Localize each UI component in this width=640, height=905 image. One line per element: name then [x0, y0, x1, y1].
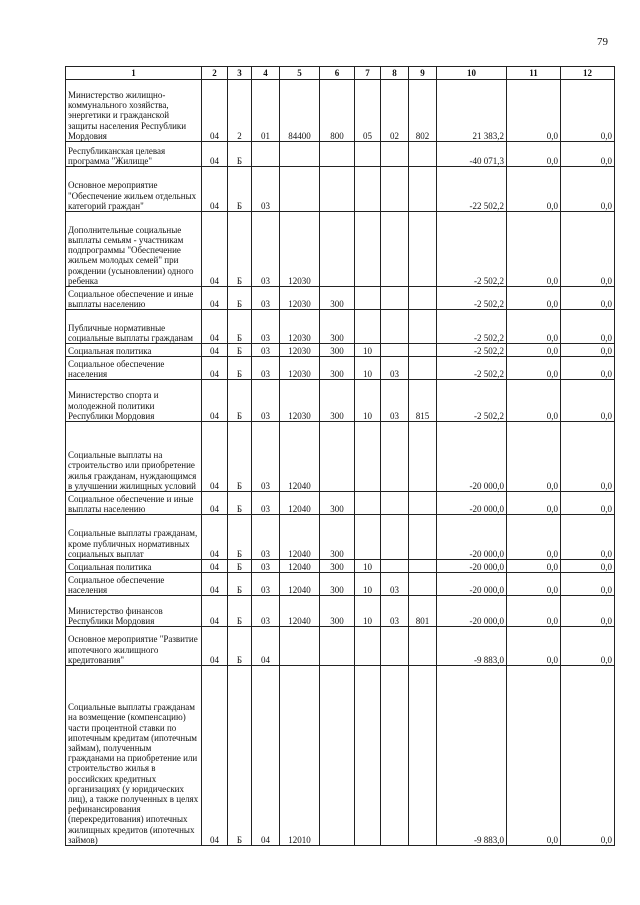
- expense-type-cell: 300: [320, 357, 355, 380]
- chapter-cell: [355, 310, 381, 344]
- subprogram-cell: 04: [252, 666, 280, 846]
- expense-type-cell: 300: [320, 596, 355, 627]
- section-cell: 04: [202, 80, 228, 142]
- amount-col11-cell: 0,0: [507, 492, 561, 515]
- subchapter-cell: 03: [381, 573, 409, 596]
- target-cell: 12030: [280, 344, 320, 357]
- ministry-code-cell: 802: [409, 80, 437, 142]
- amount-col12-cell: 0,0: [561, 666, 615, 846]
- subprogram-cell: [252, 142, 280, 167]
- header-row: [66, 67, 615, 80]
- chapter-cell: [355, 515, 381, 560]
- table-row: [66, 515, 615, 560]
- section-cell: 04: [202, 492, 228, 515]
- subchapter-cell: [381, 310, 409, 344]
- expense-type-cell: [320, 167, 355, 212]
- target-cell: [280, 627, 320, 666]
- column-header: 1: [66, 67, 202, 80]
- section-cell: 04: [202, 596, 228, 627]
- chapter-cell: [355, 666, 381, 846]
- table-row: [66, 167, 615, 212]
- section-cell: 04: [202, 627, 228, 666]
- amount-cell: -9 883,0: [437, 666, 507, 846]
- subprogram-cell: 03: [252, 380, 280, 422]
- program-cell: Б: [228, 310, 252, 344]
- subprogram-cell: 03: [252, 357, 280, 380]
- program-cell: Б: [228, 357, 252, 380]
- row-name-cell: Социальное обеспечение и иные выплаты населению: [66, 492, 202, 515]
- program-cell: Б: [228, 515, 252, 560]
- expense-type-cell: 300: [320, 560, 355, 573]
- ministry-code-cell: [409, 167, 437, 212]
- chapter-cell: [355, 492, 381, 515]
- section-cell: 04: [202, 167, 228, 212]
- expense-type-cell: [320, 212, 355, 287]
- program-cell: Б: [228, 422, 252, 492]
- expense-type-cell: 800: [320, 80, 355, 142]
- amount-col12-cell: 0,0: [561, 287, 615, 310]
- amount-col12-cell: 0,0: [561, 310, 615, 344]
- row-name-cell: Социальная политика: [66, 560, 202, 573]
- target-cell: 12040: [280, 573, 320, 596]
- chapter-cell: [355, 212, 381, 287]
- amount-col12-cell: 0,0: [561, 515, 615, 560]
- subprogram-cell: 03: [252, 492, 280, 515]
- target-cell: 12030: [280, 287, 320, 310]
- subprogram-cell: 03: [252, 212, 280, 287]
- row-name-cell: Социальная политика: [66, 344, 202, 357]
- section-cell: 04: [202, 666, 228, 846]
- column-header: 4: [252, 67, 280, 80]
- amount-col11-cell: 0,0: [507, 344, 561, 357]
- target-cell: 84400: [280, 80, 320, 142]
- amount-col11-cell: 0,0: [507, 287, 561, 310]
- target-cell: 12040: [280, 492, 320, 515]
- subchapter-cell: 03: [381, 380, 409, 422]
- subprogram-cell: 03: [252, 596, 280, 627]
- ministry-code-cell: [409, 515, 437, 560]
- subchapter-cell: [381, 666, 409, 846]
- chapter-cell: [355, 287, 381, 310]
- amount-cell: 21 383,2: [437, 80, 507, 142]
- row-name-cell: Социальные выплаты на строительство или приобретение жилья гражданам, нуждающимся в улучшении жилищных условий: [66, 422, 202, 492]
- chapter-cell: 10: [355, 573, 381, 596]
- chapter-cell: [355, 627, 381, 666]
- subprogram-cell: 03: [252, 167, 280, 212]
- target-cell: 12040: [280, 596, 320, 627]
- target-cell: 12040: [280, 422, 320, 492]
- target-cell: [280, 167, 320, 212]
- table-row: [66, 492, 615, 515]
- row-name-cell: Основное мероприятие "Развитие ипотечного жилищного кредитования": [66, 627, 202, 666]
- ministry-code-cell: [409, 142, 437, 167]
- ministry-code-cell: [409, 287, 437, 310]
- subchapter-cell: [381, 422, 409, 492]
- amount-cell: -2 502,2: [437, 344, 507, 357]
- ministry-code-cell: [409, 573, 437, 596]
- table-row: [66, 422, 615, 492]
- amount-col12-cell: 0,0: [561, 142, 615, 167]
- amount-col11-cell: 0,0: [507, 515, 561, 560]
- subchapter-cell: [381, 287, 409, 310]
- table-row: [66, 142, 615, 167]
- row-name-cell: Республиканская целевая программа "Жилище": [66, 142, 202, 167]
- subprogram-cell: 03: [252, 560, 280, 573]
- expense-type-cell: 300: [320, 287, 355, 310]
- target-cell: 12030: [280, 310, 320, 344]
- amount-col12-cell: 0,0: [561, 344, 615, 357]
- row-name-cell: Министерство спорта и молодежной политики Республики Мордовия: [66, 380, 202, 422]
- amount-cell: -20 000,0: [437, 560, 507, 573]
- program-cell: Б: [228, 344, 252, 357]
- expense-type-cell: [320, 666, 355, 846]
- amount-cell: -20 000,0: [437, 515, 507, 560]
- target-cell: 12030: [280, 357, 320, 380]
- amount-col12-cell: 0,0: [561, 596, 615, 627]
- program-cell: Б: [228, 142, 252, 167]
- program-cell: Б: [228, 627, 252, 666]
- column-header: 5: [280, 67, 320, 80]
- amount-col12-cell: 0,0: [561, 357, 615, 380]
- amount-col11-cell: 0,0: [507, 422, 561, 492]
- expense-type-cell: 300: [320, 380, 355, 422]
- table-row: [66, 212, 615, 287]
- amount-col11-cell: 0,0: [507, 666, 561, 846]
- ministry-code-cell: [409, 492, 437, 515]
- amount-col12-cell: 0,0: [561, 627, 615, 666]
- row-name-cell: Социальные выплаты гражданам, кроме публичных нормативных социальных выплат: [66, 515, 202, 560]
- column-header: 8: [381, 67, 409, 80]
- amount-col11-cell: 0,0: [507, 573, 561, 596]
- amount-col12-cell: 0,0: [561, 492, 615, 515]
- chapter-cell: [355, 167, 381, 212]
- amount-cell: -20 000,0: [437, 573, 507, 596]
- amount-col12-cell: 0,0: [561, 422, 615, 492]
- target-cell: 12040: [280, 515, 320, 560]
- ministry-code-cell: 815: [409, 380, 437, 422]
- column-header: 12: [561, 67, 615, 80]
- table-row: [66, 310, 615, 344]
- section-cell: 04: [202, 142, 228, 167]
- program-cell: Б: [228, 212, 252, 287]
- amount-col11-cell: 0,0: [507, 627, 561, 666]
- amount-col11-cell: 0,0: [507, 212, 561, 287]
- section-cell: 04: [202, 515, 228, 560]
- program-cell: Б: [228, 380, 252, 422]
- amount-col11-cell: 0,0: [507, 80, 561, 142]
- subprogram-cell: 03: [252, 422, 280, 492]
- section-cell: 04: [202, 380, 228, 422]
- target-cell: 12030: [280, 380, 320, 422]
- program-cell: Б: [228, 666, 252, 846]
- column-header: 9: [409, 67, 437, 80]
- table-row: [66, 596, 615, 627]
- amount-cell: -2 502,2: [437, 357, 507, 380]
- amount-cell: -2 502,2: [437, 380, 507, 422]
- amount-col11-cell: 0,0: [507, 596, 561, 627]
- table-row: [66, 666, 615, 846]
- table-row: [66, 344, 615, 357]
- subchapter-cell: [381, 560, 409, 573]
- subprogram-cell: 03: [252, 310, 280, 344]
- amount-col11-cell: 0,0: [507, 560, 561, 573]
- amount-cell: -20 000,0: [437, 492, 507, 515]
- table-row: [66, 357, 615, 380]
- target-cell: 12010: [280, 666, 320, 846]
- expense-type-cell: 300: [320, 344, 355, 357]
- amount-cell: -20 000,0: [437, 422, 507, 492]
- subchapter-cell: [381, 515, 409, 560]
- row-name-cell: Министерство финансов Республики Мордовия: [66, 596, 202, 627]
- subchapter-cell: [381, 167, 409, 212]
- section-cell: 04: [202, 573, 228, 596]
- chapter-cell: 10: [355, 344, 381, 357]
- subprogram-cell: 01: [252, 80, 280, 142]
- subchapter-cell: 02: [381, 80, 409, 142]
- table-row: [66, 573, 615, 596]
- expense-type-cell: [320, 142, 355, 167]
- table-body: [66, 80, 615, 846]
- chapter-cell: [355, 422, 381, 492]
- amount-col11-cell: 0,0: [507, 167, 561, 212]
- expense-type-cell: [320, 627, 355, 666]
- column-header: 6: [320, 67, 355, 80]
- program-cell: Б: [228, 573, 252, 596]
- subprogram-cell: 03: [252, 515, 280, 560]
- amount-col11-cell: 0,0: [507, 310, 561, 344]
- amount-cell: -2 502,2: [437, 310, 507, 344]
- program-cell: Б: [228, 492, 252, 515]
- program-cell: Б: [228, 287, 252, 310]
- column-header: 7: [355, 67, 381, 80]
- ministry-code-cell: [409, 212, 437, 287]
- row-name-cell: Социальные выплаты гражданам на возмещение (компенсацию) части процентной ставки по ипотечным кредитам (ипотечным займам), полученным гражданами на приобретение или строительство жилья в российских кредитных организациях (у юридических лиц), а также полученных в целях рефинансирования (перекредитования) ипотечных жилищных кредитов (ипотечных займов): [66, 666, 202, 846]
- amount-col11-cell: 0,0: [507, 380, 561, 422]
- subchapter-cell: [381, 344, 409, 357]
- section-cell: 04: [202, 287, 228, 310]
- amount-col12-cell: 0,0: [561, 212, 615, 287]
- row-name-cell: Дополнительные социальные выплаты семьям - участникам подпрограммы "Обеспечение жильем молодых семей" при рождении (усыновлении) одного ребенка: [66, 212, 202, 287]
- expense-type-cell: 300: [320, 310, 355, 344]
- program-cell: Б: [228, 596, 252, 627]
- target-cell: 12040: [280, 560, 320, 573]
- chapter-cell: 05: [355, 80, 381, 142]
- chapter-cell: 10: [355, 380, 381, 422]
- column-header: 10: [437, 67, 507, 80]
- column-header: 2: [202, 67, 228, 80]
- section-cell: 04: [202, 422, 228, 492]
- amount-cell: -2 502,2: [437, 212, 507, 287]
- expense-type-cell: [320, 422, 355, 492]
- program-cell: Б: [228, 560, 252, 573]
- expense-type-cell: 300: [320, 492, 355, 515]
- table-row: [66, 287, 615, 310]
- subchapter-cell: [381, 212, 409, 287]
- ministry-code-cell: [409, 357, 437, 380]
- amount-cell: -2 502,2: [437, 287, 507, 310]
- table-row: [66, 80, 615, 142]
- page-number: 79: [597, 36, 608, 48]
- amount-col12-cell: 0,0: [561, 167, 615, 212]
- amount-col12-cell: 0,0: [561, 573, 615, 596]
- target-cell: 12030: [280, 212, 320, 287]
- amount-cell: -20 000,0: [437, 596, 507, 627]
- chapter-cell: 10: [355, 357, 381, 380]
- row-name-cell: Основное мероприятие "Обеспечение жильем отдельных категорий граждан": [66, 167, 202, 212]
- subchapter-cell: 03: [381, 596, 409, 627]
- ministry-code-cell: [409, 627, 437, 666]
- expense-type-cell: 300: [320, 515, 355, 560]
- target-cell: [280, 142, 320, 167]
- ministry-code-cell: [409, 344, 437, 357]
- section-cell: 04: [202, 212, 228, 287]
- subprogram-cell: 03: [252, 287, 280, 310]
- row-name-cell: Социальное обеспечение населения: [66, 357, 202, 380]
- chapter-cell: 10: [355, 596, 381, 627]
- ministry-code-cell: [409, 422, 437, 492]
- ministry-code-cell: [409, 666, 437, 846]
- section-cell: 04: [202, 310, 228, 344]
- amount-col12-cell: 0,0: [561, 80, 615, 142]
- section-cell: 04: [202, 344, 228, 357]
- program-cell: Б: [228, 167, 252, 212]
- row-name-cell: Министерство жилищно-коммунального хозяйства, энергетики и гражданской защиты населения Республики Мордовия: [66, 80, 202, 142]
- row-name-cell: Публичные нормативные социальные выплаты гражданам: [66, 310, 202, 344]
- chapter-cell: [355, 142, 381, 167]
- subchapter-cell: 03: [381, 357, 409, 380]
- subchapter-cell: [381, 492, 409, 515]
- amount-cell: -22 502,2: [437, 167, 507, 212]
- chapter-cell: 10: [355, 560, 381, 573]
- table-row: [66, 627, 615, 666]
- ministry-code-cell: 801: [409, 596, 437, 627]
- column-header: 3: [228, 67, 252, 80]
- expense-type-cell: 300: [320, 573, 355, 596]
- amount-col11-cell: 0,0: [507, 142, 561, 167]
- subchapter-cell: [381, 627, 409, 666]
- subprogram-cell: 04: [252, 627, 280, 666]
- program-cell: 2: [228, 80, 252, 142]
- amount-col12-cell: 0,0: [561, 380, 615, 422]
- amount-cell: -40 071,3: [437, 142, 507, 167]
- ministry-code-cell: [409, 310, 437, 344]
- section-cell: 04: [202, 357, 228, 380]
- subprogram-cell: 03: [252, 344, 280, 357]
- row-name-cell: Социальное обеспечение и иные выплаты населению: [66, 287, 202, 310]
- table-row: [66, 380, 615, 422]
- table-row: [66, 560, 615, 573]
- row-name-cell: Социальное обеспечение населения: [66, 573, 202, 596]
- ministry-code-cell: [409, 560, 437, 573]
- amount-col11-cell: 0,0: [507, 357, 561, 380]
- amount-cell: -9 883,0: [437, 627, 507, 666]
- amount-col12-cell: 0,0: [561, 560, 615, 573]
- section-cell: 04: [202, 560, 228, 573]
- budget-table: [65, 66, 615, 846]
- subprogram-cell: 03: [252, 573, 280, 596]
- subchapter-cell: [381, 142, 409, 167]
- column-header: 11: [507, 67, 561, 80]
